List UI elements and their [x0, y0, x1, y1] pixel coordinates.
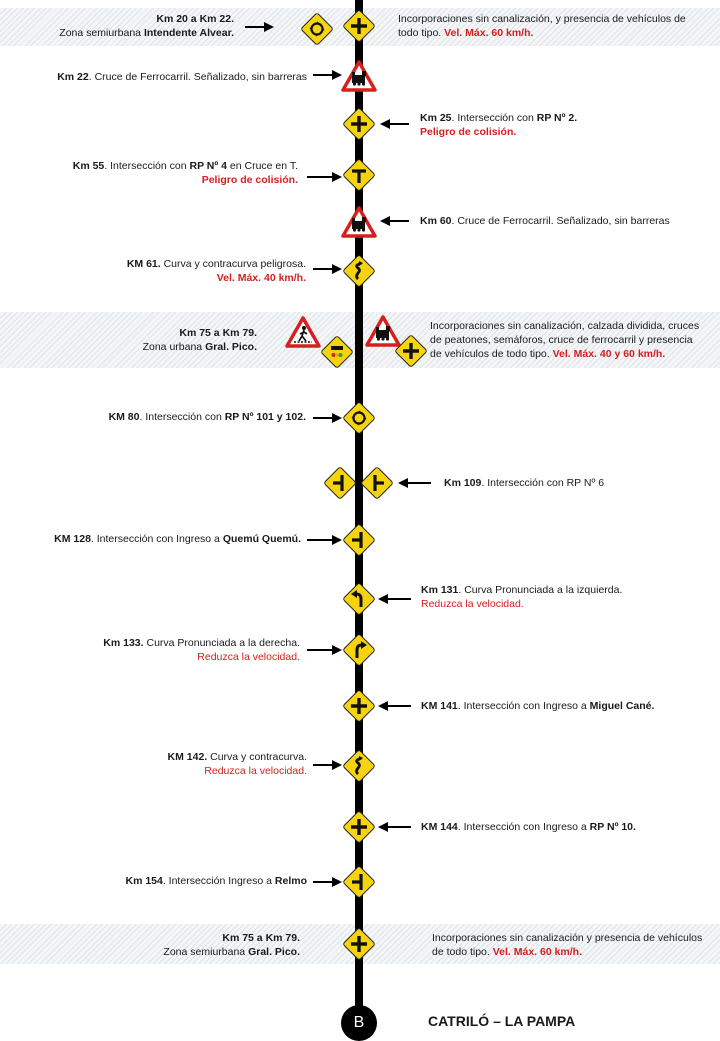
arrow-right [306, 645, 342, 655]
route-line [355, 0, 363, 1010]
side-road-right-sign-icon [360, 466, 394, 500]
arrow-right [244, 22, 274, 32]
entry-km142: KM 142. Curva y contracurva. Reduzca la velocidad. [167, 751, 307, 777]
roundabout-sign-icon [300, 12, 334, 46]
entry-km60: Km 60. Cruce de Ferrocarril. Señalizado, sin barreras [420, 215, 670, 227]
arrow-right [312, 760, 342, 770]
arrow-right [306, 535, 342, 545]
arrow-right [306, 172, 342, 182]
arrow-right [312, 877, 342, 887]
traffic-light-sign-icon [320, 335, 354, 369]
band3-right-text: Incorporaciones sin canalización y presencia de vehículos de todo tipo. Vel. Máx. 60 km/h. [432, 932, 703, 958]
entry-km154: Km 154. Intersección Ingreso a Relmo [125, 875, 307, 887]
entry-km109: Km 109. Intersección con RP Nº 6 [444, 477, 605, 489]
railway-crossing-sign-icon [341, 60, 377, 94]
route-end-marker: B [341, 1005, 377, 1041]
side-road-left-sign-icon [342, 523, 376, 557]
pedestrian-crossing-sign-icon [285, 316, 321, 350]
band1-left-text: Km 20 a Km 22. Zona semiurbana Intendente Alvear. [59, 13, 234, 39]
entry-km131: Km 131. Curva Pronunciada a la izquierda. Reduzca la velocidad. [421, 584, 623, 610]
winding-road-sign-icon [342, 749, 376, 783]
entry-km22: Km 22. Cruce de Ferrocarril. Señalizado, sin barreras [57, 71, 307, 83]
arrow-left [378, 822, 412, 832]
arrow-left [378, 701, 412, 711]
side-road-left-sign-icon [342, 865, 376, 899]
entry-km128: KM 128. Intersección con Ingreso a Quemú Quemú. [54, 533, 301, 545]
winding-road-sign-icon [342, 254, 376, 288]
crossroad-sign-icon [342, 810, 376, 844]
t-junction-sign-icon [342, 158, 376, 192]
railway-crossing-sign-icon [341, 206, 377, 240]
arrow-right [312, 264, 342, 274]
crossroad-sign-icon [394, 334, 428, 368]
entry-km25: Km 25. Intersección con RP Nº 2. Peligro de colisión. [420, 112, 578, 138]
entry-km141: KM 141. Intersección con Ingreso a Miguel Cané. [421, 700, 655, 712]
side-road-left-sign-icon [323, 466, 357, 500]
arrow-left [398, 478, 432, 488]
arrow-right [312, 70, 342, 80]
entry-km133: Km 133. Curva Pronunciada a la derecha. Reduzca la velocidad. [103, 637, 300, 663]
entry-km80: KM 80. Intersección con RP Nº 101 y 102. [108, 411, 306, 423]
crossroad-sign-icon [342, 9, 376, 43]
entry-km61: KM 61. Curva y contracurva peligrosa. Vel. Máx. 40 km/h. [126, 258, 306, 284]
sharp-curve-right-sign-icon [342, 633, 376, 667]
roundabout-sign-icon [342, 401, 376, 435]
route-title: CATRILÓ – LA PAMPA [428, 1013, 576, 1029]
crossroad-sign-icon [342, 689, 376, 723]
band1-right-text: Incorporaciones sin canalización, y presencia de vehículos de todo tipo. Vel. Máx. 60 km/h. [398, 13, 686, 39]
crossroad-sign-icon [342, 107, 376, 141]
band2-left-text: Km 75 a Km 79. Zona urbana Gral. Pico. [142, 327, 257, 353]
arrow-left [380, 119, 410, 129]
crossroad-sign-icon [342, 927, 376, 961]
arrow-left [380, 216, 410, 226]
arrow-right [312, 413, 342, 423]
sharp-curve-left-sign-icon [342, 582, 376, 616]
entry-km55: Km 55. Intersección con RP Nº 4 en Cruce en T. Peligro de colisión. [72, 160, 298, 186]
entry-km144: KM 144. Intersección con Ingreso a RP Nº 10. [421, 821, 636, 833]
band3-left-text: Km 75 a Km 79. Zona semiurbana Gral. Pico. [163, 932, 300, 958]
arrow-left [378, 594, 412, 604]
band2-right-text: Incorporaciones sin canalización, calzada dividida, cruces de peatones, semáforos, cruce de ferrocarril y presencia de vehículos de todo tipo. Vel. Máx. 40 y 60 km/h. [430, 320, 700, 360]
